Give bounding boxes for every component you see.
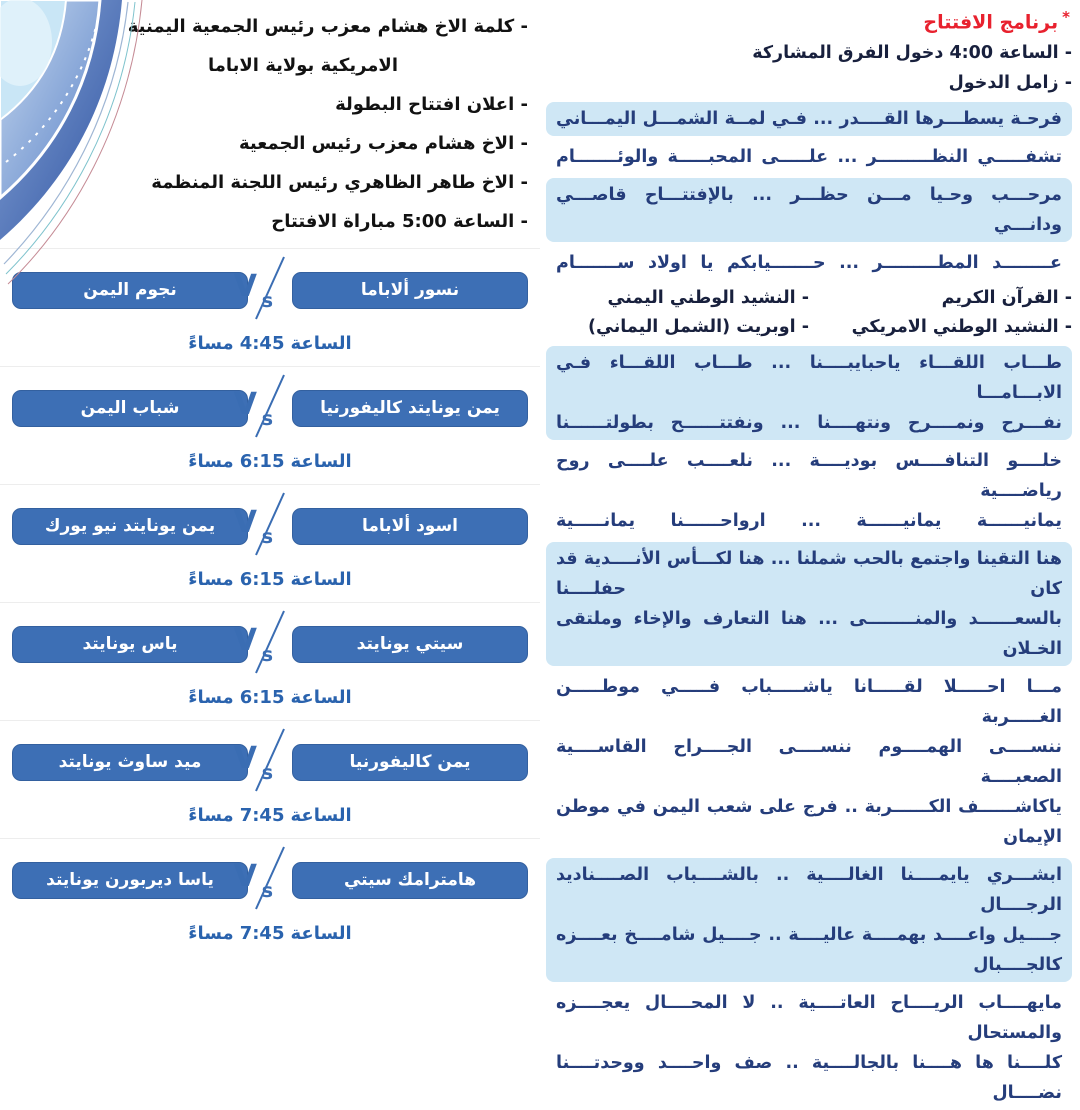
speech-bullet: - الاخ طاهر الظاهري رئيس اللجنة المنظمة xyxy=(151,172,528,193)
verse-block xyxy=(546,542,1072,666)
verse-line: مـــا احـــــلا لقـــــانا ياشـــــباب فـــــي موطـــــن الغـــــربة xyxy=(556,677,1062,727)
title-asterisk: * xyxy=(1062,8,1070,26)
svg-text:V: V xyxy=(233,269,257,304)
svg-text:s: s xyxy=(261,526,273,548)
verse-block xyxy=(546,986,1072,1110)
time-period: مساءً xyxy=(188,923,234,944)
svg-text:s: s xyxy=(261,880,273,902)
verse-line: فرحـة يسطـــرها القــــدر ... فـي لمــة الشمـــل اليمـــاني xyxy=(556,109,1062,129)
vs-icon xyxy=(233,613,292,675)
team-pill-away: يمن يونايتد نيو يورك xyxy=(12,508,248,545)
verse-line: نفـــرح ونمــــرح ونتهــــنا ... ونفتتــــــح بطولتــــــنا xyxy=(556,413,1062,433)
verse-line: يمانيــــــة يمانيــــــة ... ارواحــــــنا يمانـــــية xyxy=(556,511,1062,531)
time-period: مساءً xyxy=(188,687,234,708)
team-pill-home: يمن يونايتد كاليفورنيا xyxy=(292,390,528,427)
team-pill-away: شباب اليمن xyxy=(12,390,248,427)
match-row xyxy=(0,248,540,366)
match-pills xyxy=(12,495,528,557)
schedule-column xyxy=(0,0,540,944)
match-row xyxy=(0,366,540,484)
match-row xyxy=(0,484,540,602)
program-title: برنامج الافتتاح xyxy=(923,11,1059,34)
verse-block xyxy=(546,178,1072,242)
match-time xyxy=(12,331,528,356)
svg-text:V: V xyxy=(233,505,257,540)
time-period: مساءً xyxy=(188,333,234,354)
verse-line: تشفـــــي النظـــــــــر ... علـــــى المحبـــــة والوئـــــــام xyxy=(556,147,1062,167)
program-bullet: - الساعة 4:00 دخول الفرق المشاركة xyxy=(752,43,1072,63)
verse-block xyxy=(546,140,1072,174)
time-value: 4:45 xyxy=(239,333,285,354)
verse-line: طـــاب اللقـــاء ياحبايبــــنا ... طـــاب اللقـــاء فـي الابـــامـــا xyxy=(556,353,1062,403)
time-label: الساعة xyxy=(290,805,352,826)
svg-text:s: s xyxy=(261,408,273,430)
match-list xyxy=(0,248,540,956)
match-pills xyxy=(12,613,528,675)
speech-bullet: - اعلان افتتاح البطولة xyxy=(335,94,528,115)
vs-icon xyxy=(233,849,292,911)
match-row xyxy=(0,602,540,720)
verse-line: بالسعــــــد والمنــــــــى ... هنا التعارف والإخاء وملتقى الخـلان xyxy=(556,609,1062,659)
verse-block xyxy=(546,102,1072,136)
verse-line: مايهــــاب الريــــاح العاتــــية .. لا المحــــال يعجــــزه والمستحال xyxy=(556,993,1062,1043)
team-pill-home: اسود ألاباما xyxy=(292,508,528,545)
verse-line: مرحـــب وحـيا مـــن حظـــر ... بالإفتتـــاح قاصـــي ودانـــي xyxy=(556,185,1062,235)
match-row xyxy=(0,720,540,838)
verse-block xyxy=(546,246,1072,280)
time-value: 7:45 xyxy=(239,923,285,944)
vs-icon xyxy=(233,259,292,321)
team-pill-away: ياس يونايتد xyxy=(12,626,248,663)
verse-line: خلــــو التنافــــس بوديــــة ... نلعــــب علــــى روح رياضــــية xyxy=(556,451,1062,501)
team-pill-home: يمن كاليفورنيا xyxy=(292,744,528,781)
verse-line: ننســــى الهمــــوم ننســــى الجــــراح القاســــية الصعبــــة xyxy=(556,737,1062,787)
program-sections xyxy=(546,38,1072,1110)
vs-icon xyxy=(233,377,292,439)
team-pill-home: سيتي يونايتد xyxy=(292,626,528,663)
program-title-row xyxy=(546,6,1072,38)
time-value: 6:15 xyxy=(239,687,285,708)
program-bullet: - النشيد الوطني اليمني xyxy=(607,288,809,308)
team-pill-home: هامترامك سيتي xyxy=(292,862,528,899)
verse-line: كلــــنا ها هــــنا بالجالــــية .. صف واحــــد ووحدتــــنا نضــــال xyxy=(556,1053,1062,1103)
program-bullet-pair xyxy=(546,284,1072,313)
speech-bullets xyxy=(0,0,540,235)
program-bullet: - النشيد الوطني الامريكي xyxy=(851,317,1072,337)
time-label: الساعة xyxy=(290,923,352,944)
speech-bullet: الامريكية بولاية الاباما xyxy=(207,55,398,76)
time-period: مساءً xyxy=(188,805,234,826)
verse-line: ابشـــري يايمــــنا الغالــــية .. بالشــــباب الصــــناديد الرجــــال xyxy=(556,865,1062,915)
verse-line: هنا التقينا واجتمع بالحب شملنا ... هنا لكـــأس الأنــــدية قد كان حفلــــنا xyxy=(556,549,1062,599)
match-time xyxy=(12,567,528,592)
svg-text:s: s xyxy=(261,290,273,312)
svg-text:V: V xyxy=(233,859,257,894)
program-bullet-pair xyxy=(546,313,1072,342)
team-pill-away: نجوم اليمن xyxy=(12,272,248,309)
program-bullet: - اوبريت (الشمل اليماني) xyxy=(588,317,809,337)
time-value: 6:15 xyxy=(239,451,285,472)
verse-line: جــــيل واعــــد بهمــــة عاليــــة .. جــــيل شامــــخ بعــــزه كالجــــبال xyxy=(556,925,1062,975)
time-value: 7:45 xyxy=(239,805,285,826)
team-pill-home: نسور ألاباما xyxy=(292,272,528,309)
team-pill-away: ميد ساوث يونايتد xyxy=(12,744,248,781)
team-pill-away: ياسا ديربورن يونايتد xyxy=(12,862,248,899)
program-bullet: - زامل الدخول xyxy=(948,73,1072,93)
verse-block xyxy=(546,670,1072,854)
time-label: الساعة xyxy=(290,569,352,590)
program-bullet: - القرآن الكريم xyxy=(941,288,1072,308)
verse-block xyxy=(546,858,1072,982)
svg-text:s: s xyxy=(261,644,273,666)
speech-bullet: - الاخ هشام معزب رئيس الجمعية xyxy=(239,133,528,154)
vs-icon xyxy=(233,495,292,557)
vs-icon xyxy=(233,731,292,793)
svg-text:V: V xyxy=(233,741,257,776)
time-period: مساءً xyxy=(188,451,234,472)
match-time xyxy=(12,921,528,946)
verse-line: ياكاشــــــف الكــــــربة .. فرج على شعب اليمن في موطن الإيمان xyxy=(556,797,1062,847)
match-row xyxy=(0,838,540,956)
speech-bullet: - الساعة 5:00 مباراة الافتتاح xyxy=(271,211,528,232)
match-pills xyxy=(12,377,528,439)
time-label: الساعة xyxy=(290,687,352,708)
verse-block xyxy=(546,444,1072,538)
match-time xyxy=(12,685,528,710)
time-label: الساعة xyxy=(290,451,352,472)
verse-line: عــــــــد المطـــــــــر ... حـــــــيابكم يا اولاد ســـــــام xyxy=(556,253,1062,273)
verse-block xyxy=(546,346,1072,440)
svg-text:V: V xyxy=(233,387,257,422)
match-pills xyxy=(12,849,528,911)
time-label: الساعة xyxy=(290,333,352,354)
program-column xyxy=(540,0,1080,1103)
svg-text:s: s xyxy=(261,762,273,784)
time-period: مساءً xyxy=(188,569,234,590)
match-pills xyxy=(12,731,528,793)
time-value: 6:15 xyxy=(239,569,285,590)
match-time xyxy=(12,803,528,828)
svg-text:V: V xyxy=(233,623,257,658)
speech-bullet: - كلمة الاخ هشام معزب رئيس الجمعية اليمنية xyxy=(127,16,528,37)
match-pills xyxy=(12,259,528,321)
match-time xyxy=(12,449,528,474)
